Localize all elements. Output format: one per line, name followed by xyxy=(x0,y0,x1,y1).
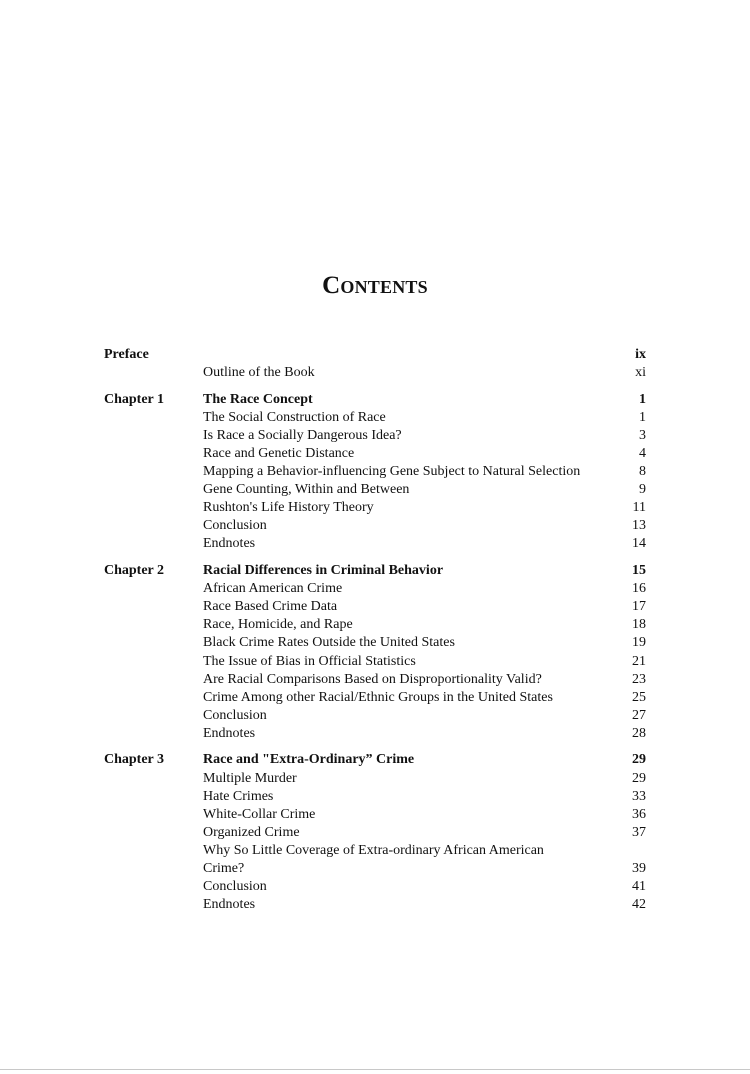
entry-page-number: 29 xyxy=(632,770,646,786)
toc-heading-row xyxy=(104,346,649,364)
entry-page-number: 33 xyxy=(632,788,646,804)
entry-page-number: 16 xyxy=(632,581,646,597)
section-title: Race and "Extra-Ordinary” Crime xyxy=(203,752,415,768)
section-label: Preface xyxy=(104,347,149,362)
entry-title: Is Race a Socially Dangerous Idea? xyxy=(203,427,402,443)
toc-entry xyxy=(104,580,649,598)
toc-entry xyxy=(104,616,649,634)
toc-entry xyxy=(104,427,649,445)
toc-entry xyxy=(104,598,649,616)
toc-entry xyxy=(104,364,649,382)
entry-page-number: 28 xyxy=(632,725,646,741)
toc-section-chapter-3 xyxy=(104,751,649,914)
entry-title: Organized Crime xyxy=(203,824,300,840)
toc-entry xyxy=(104,707,649,725)
toc-entry xyxy=(104,788,649,806)
toc-entry xyxy=(104,824,649,842)
toc-entry xyxy=(104,806,649,824)
entry-title: Conclusion xyxy=(203,707,267,723)
entry-title: Are Racial Comparisons Based on Disproportionality Valid? xyxy=(203,671,542,687)
entry-page-number: 19 xyxy=(632,635,646,651)
entry-page-number: 14 xyxy=(632,536,646,552)
entry-page-number: 3 xyxy=(639,427,646,443)
entry-title: Race and Genetic Distance xyxy=(203,445,355,461)
toc-section-chapter-2 xyxy=(104,562,649,743)
entry-page-number: 21 xyxy=(632,653,646,669)
toc-entry xyxy=(104,634,649,652)
toc-entry xyxy=(104,409,649,427)
section-page-number: 29 xyxy=(632,752,646,768)
toc-entry xyxy=(104,878,649,896)
entry-page-number: 41 xyxy=(632,879,646,895)
section-page-number: 15 xyxy=(632,563,646,579)
entry-title: Endnotes xyxy=(203,897,256,913)
section-title: The Race Concept xyxy=(203,391,313,407)
toc-entry xyxy=(104,725,649,743)
entry-title: Conclusion xyxy=(203,518,267,534)
toc-entry xyxy=(104,653,649,671)
entry-title: Gene Counting, Within and Between xyxy=(203,482,410,498)
entry-page-number: 42 xyxy=(632,897,646,913)
entry-page-number: 1 xyxy=(639,409,646,425)
section-title: Racial Differences in Criminal Behavior xyxy=(203,563,444,579)
entry-page-number: 27 xyxy=(632,707,646,723)
toc-entry xyxy=(104,689,649,707)
entry-title: Crime Among other Racial/Ethnic Groups in the United States xyxy=(203,689,553,705)
entry-title: Endnotes xyxy=(203,725,256,741)
table-of-contents xyxy=(104,346,649,923)
entry-title: Race, Homicide, and Rape xyxy=(203,617,353,633)
entry-page-number: 17 xyxy=(632,599,646,615)
section-page-number: ix xyxy=(635,347,646,362)
entry-title: Crime? xyxy=(203,861,245,877)
entry-title: African American Crime xyxy=(203,581,343,597)
entry-page-number: 37 xyxy=(632,824,646,840)
section-label: Chapter 2 xyxy=(104,563,165,579)
section-label: Chapter 3 xyxy=(104,752,165,768)
toc-entry xyxy=(104,445,649,463)
entry-page-number: 36 xyxy=(632,806,646,822)
toc-entry xyxy=(104,860,649,878)
section-page-number: 1 xyxy=(639,391,646,407)
entry-title: White-Collar Crime xyxy=(203,806,316,822)
toc-entry xyxy=(104,842,649,860)
entry-title: Race Based Crime Data xyxy=(203,599,338,615)
entry-page-number: 8 xyxy=(639,464,646,480)
entry-page-number: 23 xyxy=(632,671,646,687)
entry-title: The Social Construction of Race xyxy=(203,409,386,425)
entry-title: The Issue of Bias in Official Statistics xyxy=(203,653,416,669)
entry-title: Black Crime Rates Outside the United States xyxy=(203,635,455,651)
entry-title: Mapping a Behavior-influencing Gene Subject to Natural Selection xyxy=(203,464,581,480)
entry-title: Multiple Murder xyxy=(203,770,297,786)
entry-page-number: 18 xyxy=(632,617,646,633)
entry-page-number: 13 xyxy=(632,518,646,534)
entry-page-number: 4 xyxy=(639,445,646,461)
toc-entry xyxy=(104,499,649,517)
toc-heading-row xyxy=(104,751,649,769)
entry-title: Conclusion xyxy=(203,879,267,895)
entry-page-number: 9 xyxy=(639,482,646,498)
toc-entry xyxy=(104,671,649,689)
toc-entry xyxy=(104,535,649,553)
toc-entry xyxy=(104,517,649,535)
entry-title: Outline of the Book xyxy=(203,365,315,381)
page-bottom-divider xyxy=(0,1069,750,1070)
entry-page-number: 25 xyxy=(632,689,646,705)
entry-title: Rushton's Life History Theory xyxy=(203,500,374,516)
entry-title: Endnotes xyxy=(203,536,256,552)
toc-heading-row xyxy=(104,562,649,580)
toc-section-chapter-1 xyxy=(104,391,649,554)
entry-title: Why So Little Coverage of Extra-ordinary African American xyxy=(203,842,544,858)
entry-page-number: 39 xyxy=(632,861,646,877)
section-label: Chapter 1 xyxy=(104,391,165,407)
page-title: Contents xyxy=(322,272,428,299)
entry-page-number: 11 xyxy=(632,500,646,516)
entry-title: Hate Crimes xyxy=(203,788,274,804)
toc-entry xyxy=(104,770,649,788)
toc-section-preface xyxy=(104,346,649,382)
toc-entry xyxy=(104,481,649,499)
entry-page-number: xi xyxy=(635,365,646,381)
toc-entry xyxy=(104,463,649,481)
toc-heading-row xyxy=(104,391,649,409)
toc-entry xyxy=(104,896,649,914)
